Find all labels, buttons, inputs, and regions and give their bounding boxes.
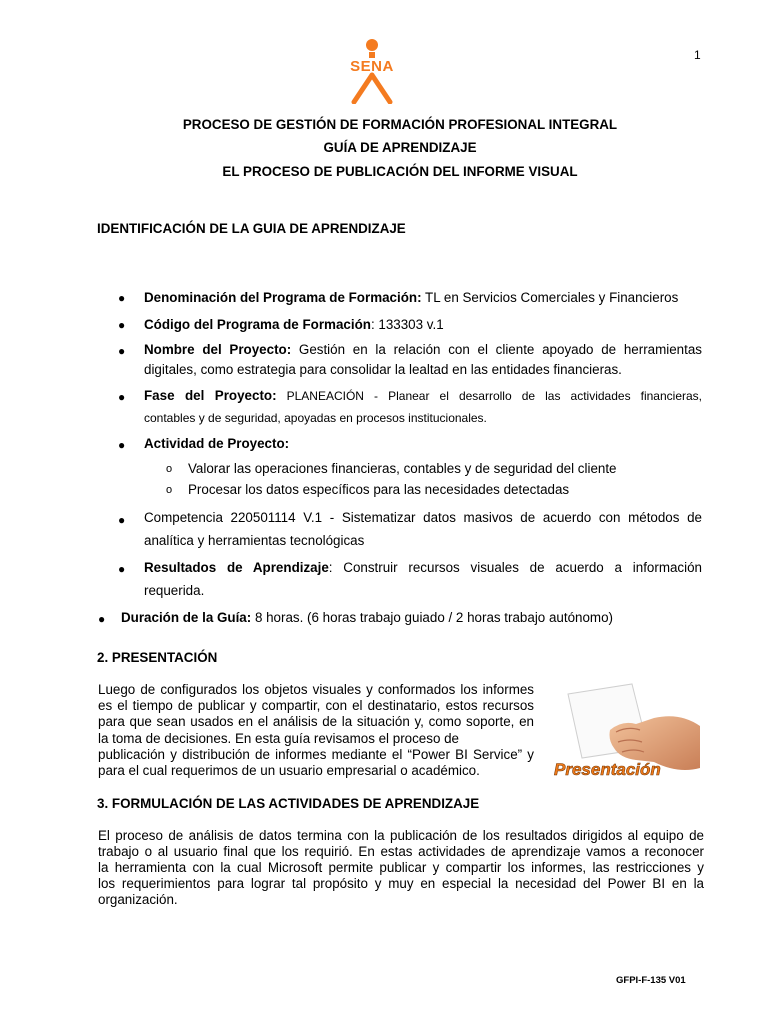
formulation-line: trabajo o al usuario final que los requirió. En estas actividades de aprendizaje vamos a reconocer [98,844,704,859]
presentation-line: para que sean usados en el análisis de la situación y, como soporte, en [98,714,534,730]
item-actividad-sub-2: Procesar los datos específicos para las necesidades detectadas [188,482,570,497]
sub-bullet-icon: o [166,463,173,475]
formulation-line: El proceso de análisis de datos termina con la publicación de los resultados dirigidos al equipo de [98,828,704,843]
bullet-icon: ● [118,344,126,358]
item-resultados-line2: requerida. [144,583,205,598]
bullet-icon: ● [98,612,106,626]
item-codigo: Código del Programa de Formación: 133303 v.1 [144,317,444,332]
item-actividad-sub-1: Valorar las operaciones financieras, contables y de seguridad del cliente [188,461,617,476]
sena-logo [344,38,400,104]
presentation-line: publicación y distribución de informes mediante el “Power BI Service” y [98,746,534,762]
item-competencia-line1: Competencia 220501114 V.1 - Sistematizar datos masivos de acuerdo con métodos de [144,510,702,525]
presentation-line: para el cual requerimos de un usuario empresarial o académico. [98,763,480,779]
formulation-line: la herramienta con la cual Microsoft permite publicar y compartir los informes, las restricciones y [98,860,704,875]
bullet-icon: ● [118,562,126,576]
sub-bullet-icon: o [166,484,173,496]
doc-title-topic: EL PROCESO DE PUBLICACIÓN DEL INFORME VISUAL [222,164,578,179]
bullet-icon: ● [118,318,126,332]
item-resultados-line1: Resultados de Aprendizaje: Construir recursos visuales de acuerdo a información [144,560,702,575]
item-fase-line1: Fase del Proyecto: PLANEACIÓN - Planear el desarrollo de las actividades financieras, [144,388,702,403]
bullet-icon: ● [118,390,126,404]
presentation-line: Luego de configurados los objetos visuales y conformados los informes [98,682,534,697]
svg-text:SENA: SENA [350,58,394,75]
bullet-icon: ● [118,438,126,452]
item-fase-line2: contables y de seguridad, apoyadas en procesos institucionales. [144,411,487,425]
presentation-line: la toma de decisiones. En esta guía revisamos el proceso de [98,730,460,746]
bullet-icon: ● [118,291,126,305]
presentation-image [550,682,700,782]
item-nombre-line2: digitales, como estrategia para consolidar la lealtad en las entidades financieras. [144,362,622,377]
item-nombre-line1: Nombre del Proyecto: Gestión en la relación con el cliente apoyado de herramientas [144,342,702,357]
page-number: 1 [694,48,701,62]
footer-form-code: GFPI-F-135 V01 [616,975,686,986]
bullet-icon: ● [118,513,126,527]
doc-title-guide: GUÍA DE APRENDIZAJE [323,140,477,155]
doc-title-process: PROCESO DE GESTIÓN DE FORMACIÓN PROFESIONAL INTEGRAL [182,117,618,132]
item-denominacion: Denominación del Programa de Formación: TL en Servicios Comerciales y Financieros [144,290,679,305]
presentation-line: es el tiempo de publicar y compartir, con el destinatario, estos recursos [98,698,534,714]
item-actividad-label: Actividad de Proyecto: [144,436,290,451]
presentation-image-caption: Presentación [554,760,661,779]
formulation-heading: 3. FORMULACIÓN DE LAS ACTIVIDADES DE APRENDIZAJE [97,796,480,811]
presentation-heading: 2. PRESENTACIÓN [97,650,218,665]
formulation-paragraph [98,828,704,908]
item-duracion: Duración de la Guía: 8 horas. (6 horas trabajo guiado / 2 horas trabajo autónomo) [121,610,613,625]
identification-heading: IDENTIFICACIÓN DE LA GUIA DE APRENDIZAJE [97,221,406,236]
formulation-line: los requerimientos para lograr tal propósito y muy en especial la necesidad del Power BI en la [98,876,704,891]
formulation-line: organización. [98,892,178,907]
item-competencia-line2: analítica y herramientas tecnológicas [144,533,365,548]
presentation-paragraph [98,682,534,779]
